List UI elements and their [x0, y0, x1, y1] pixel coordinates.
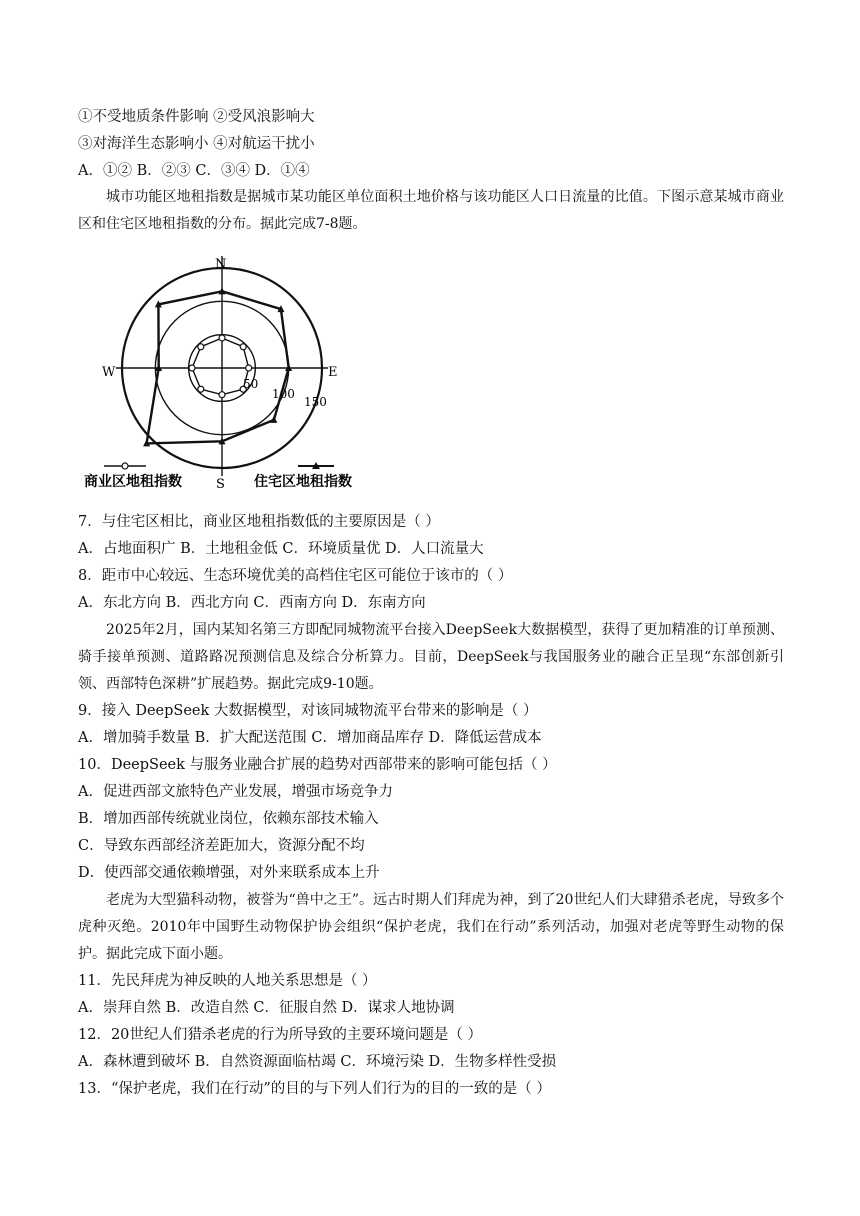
question-10-option-a: A．促进西部文旅特色产业发展，增强市场竞争力 — [78, 784, 393, 800]
passage-deepseek: 2025年2月，国内某知名第三方即配同城物流平台接入DeepSeek大数据模型，获得了更加精准的订单预测、骑手接单预测、道路路况预测信息及综合分析算力。目前，DeepSeek与我国服务业的融合正呈现“东部创新引领、西部特色深耕”扩展趋势。据此完成9-10题。 — [78, 622, 784, 692]
question-10-option-b: B．增加西部传统就业岗位，依赖东部技术输入 — [78, 811, 379, 827]
question-10-option-c: C．导致东西部经济差距加大，资源分配不均 — [78, 838, 365, 854]
question-8: 8．距市中心较远、生态环境优美的高档住宅区可能位于该市的（ ） — [78, 568, 513, 584]
legend-residential-label: 住宅区地租指数 — [254, 474, 352, 490]
question-10-option-d: D．使西部交通依赖增强，对外来联系成本上升 — [78, 865, 380, 881]
commercial-point-NW — [198, 344, 204, 350]
ring-label-100: 100 — [272, 387, 295, 401]
option-line-2: ③对海洋生态影响小 ④对航运干扰小 — [78, 136, 315, 152]
legend-residential — [254, 462, 352, 490]
question-12-options: A．森林遭到破坏 B．自然资源面临枯竭 C．环境污染 D．生物多样性受损 — [78, 1054, 557, 1070]
commercial-point-NE — [240, 344, 246, 350]
question-7-options: A．占地面积广 B．土地租金低 C．环境质量优 D．人口流量大 — [78, 541, 484, 557]
question-13: 13．“保护老虎，我们在行动”的目的与下列人们行为的目的一致的是（ ） — [78, 1081, 551, 1097]
commercial-point-SW — [198, 386, 204, 392]
question-7: 7．与住宅区相比，商业区地租指数低的主要原因是（ ） — [78, 514, 440, 530]
direction-e-label: E — [328, 365, 338, 380]
question-10: 10．DeepSeek 与服务业融合扩展的趋势对西部带来的影响可能包括（ ） — [78, 757, 557, 773]
commercial-point-W — [189, 365, 195, 371]
question-12: 12．20世纪人们猎杀老虎的行为所导致的主要环境问题是（ ） — [78, 1027, 483, 1043]
question-9: 9．接入 DeepSeek 大数据模型，对该同城物流平台带来的影响是（ ） — [78, 703, 538, 719]
legend-commercial — [84, 463, 182, 490]
answer-choices-6: A．①② B．②③ C．③④ D．①④ — [78, 163, 310, 179]
commercial-point-N — [219, 335, 225, 341]
option-line-1: ①不受地质条件影响 ②受风浪影响大 — [78, 109, 315, 125]
passage-tiger: 老虎为大型猫科动物，被誉为“兽中之王”。远古时期人们拜虎为神，到了20世纪人们大肆猎杀老虎，导致多个虎种灭绝。2010年中国野生动物保护协会组织“保护老虎，我们在行动”系列活动，加强对老虎等野生动物的保护。据此完成下面小题。 — [78, 892, 784, 962]
question-11: 11．先民拜虎为神反映的人地关系思想是（ ） — [78, 973, 377, 989]
legend-commercial-label: 商业区地租指数 — [84, 474, 182, 490]
question-8-options: A．东北方向 B．西北方向 C．西南方向 D．东南方向 — [78, 595, 426, 611]
radar-chart — [76, 248, 376, 496]
commercial-point-S — [219, 392, 225, 398]
question-11-options: A．崇拜自然 B．改造自然 C．征服自然 D．谋求人地协调 — [78, 1000, 455, 1016]
passage-rent-index: 城市功能区地租指数是据城市某功能区单位面积土地价格与该功能区人口日流量的比值。下图示意某城市商业区和住宅区地租指数的分布。据此完成7-8题。 — [78, 189, 784, 232]
ring-label-150: 150 — [304, 395, 327, 409]
direction-w-label: W — [102, 365, 116, 380]
question-9-options: A．增加骑手数量 B．扩大配送范围 C．增加商品库存 D．降低运营成本 — [78, 730, 542, 746]
residential-point-SE — [270, 416, 277, 423]
rent-index-radar-figure — [76, 248, 376, 496]
commercial-point-E — [246, 365, 252, 371]
direction-n-label: N — [215, 257, 227, 272]
direction-s-label: S — [216, 477, 225, 492]
ring-label-50: 50 — [243, 377, 259, 391]
